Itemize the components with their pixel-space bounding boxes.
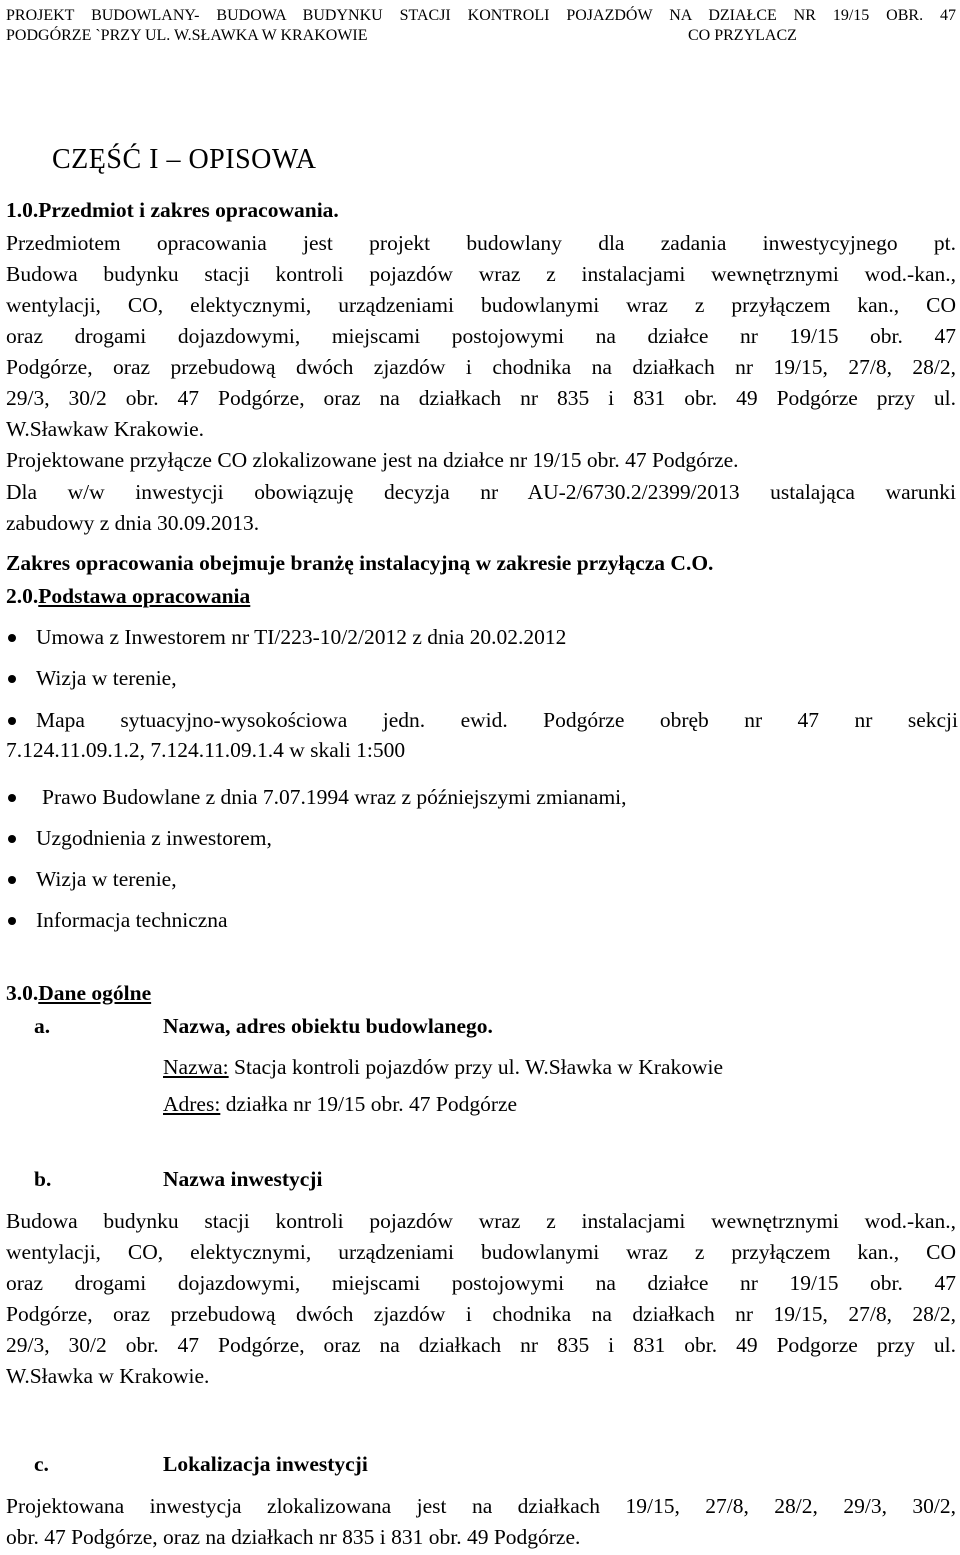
text-line: W.Sławka w Krakowie.	[6, 1364, 210, 1388]
text-line: Projektowana inwestycja zlokalizowana jest na działkach 19/15, 27/8, 28/2, 29/3, 30/2,	[6, 1494, 956, 1518]
section-1-paragraph-3	[6, 477, 956, 539]
header-line-1: PROJEKT BUDOWLANY- BUDOWA BUDYNKU STACJI KONTROLI POJAZDÓW NA DZIAŁCE NR 19/15 OBR. 47	[6, 7, 956, 24]
subsection-title: Lokalizacja inwestycji	[163, 1452, 368, 1476]
text-line: 29/3, 30/2 obr. 47 Podgórze, oraz na działkach nr 835 i 831 obr. 49 Podgorze przy ul.	[6, 1333, 956, 1357]
investment-description	[6, 1206, 956, 1392]
object-address-label: Adres:	[163, 1092, 221, 1116]
text-line: Przedmiotem opracowania jest projekt budowlany dla zadania inwestycyjnego pt.	[6, 231, 956, 255]
text-line: Podgórze, oraz przebudową dwóch zjazdów i chodnika na działkach nr 19/15, 27/8, 28/2,	[6, 1302, 956, 1326]
section-2-title: Podstawa opracowania	[38, 584, 251, 608]
part-title: CZĘŚĆ I – OPISOWA	[52, 144, 317, 175]
section-1-number: 1.0.	[6, 198, 39, 222]
object-address-line	[163, 1092, 517, 1117]
list-item-continuation: 7.124.11.09.1.2, 7.124.11.09.1.4 w skali 1:500	[6, 738, 406, 762]
location-description	[6, 1491, 956, 1553]
bullet-icon	[8, 794, 16, 802]
bullet-icon	[8, 717, 16, 725]
subsection-title: Nazwa inwestycji	[163, 1167, 323, 1191]
object-address-value: działka nr 19/15 obr. 47 Podgórze	[220, 1092, 518, 1116]
text-line: Budowa budynku stacji kontroli pojazdów wraz z instalacjami wewnętrznymi wod.-kan.,	[6, 1209, 956, 1233]
text-line: obr. 47 Podgórze, oraz na działkach nr 835 i 831 obr. 49 Podgórze.	[6, 1525, 581, 1549]
section-1-paragraph-2	[6, 445, 956, 476]
section-3-number: 3.0.	[6, 981, 39, 1005]
object-name-value: Stacja kontroli pojazdów przy ul. W.Sławka w Krakowie	[228, 1055, 724, 1079]
bullet-icon	[8, 835, 16, 843]
text-line: Projektowane przyłącze CO zlokalizowane jest na działce nr 19/15 obr. 47 Podgórze.	[6, 448, 739, 472]
section-1-paragraph-1	[6, 228, 956, 445]
object-name-label: Nazwa:	[163, 1055, 229, 1079]
section-2-number: 2.0.	[6, 584, 39, 608]
bullet-icon	[8, 675, 16, 683]
text-line: W.Sławkaw Krakowie.	[6, 417, 205, 441]
object-name-line	[163, 1055, 723, 1080]
section-3-heading	[6, 981, 151, 1006]
subsection-letter: c.	[34, 1452, 49, 1476]
section-1-title: Przedmiot i zakres opracowania.	[38, 198, 339, 222]
section-2-heading	[6, 584, 250, 609]
subsection-letter: b.	[34, 1167, 52, 1191]
text-line: 29/3, 30/2 obr. 47 Podgórze, oraz na działkach nr 835 i 831 obr. 49 Podgórze przy ul.	[6, 386, 956, 410]
header-address: PODGÓRZE `PRZY UL. W.SŁAWKA W KRAKOWIE	[6, 27, 368, 44]
header-section-name: CO PRZYLACZ	[688, 27, 797, 44]
document-page: PROJEKT BUDOWLANY- BUDOWA BUDYNKU STACJI KONTROLI POJAZDÓW NA DZIAŁCE NR 19/15 OBR. 47 PODGÓRZE `PRZY UL. W.SŁAWKA W KRAKOWIE CO PRZYLACZ CZĘŚĆ I – OPISOWA 1.0.Przedmiot i zakres opracowania. Przedmiotem opracowania jest projekt budowlany dla zadania inwestycyjnego pt. Budowa budynku stacji kontroli pojazdów wraz z instalacjami wewnętrznymi wod.-kan., wentylacji, CO, elektycznymi, urządzeniami budowlanymi wraz z przyłączem kan., CO oraz drogami dojazdowymi, miejscami postojowymi na działce nr 19/15 obr. 47 Podgórze, oraz przebudową dwóch zjazdów i chodnika na działkach nr 19/15, 27/8, 28/2, 29/3, 30/2 obr. 47 Podgórze, oraz na działkach nr 835 i 831 obr. 49 Podgórze przy ul. W.Sławkaw Krakowie. Projektowane przyłącze CO zlokalizowane jest na działce nr 19/15 obr. 47 Podgórze. Dla w/w inwestycji obowiązuję decyzja nr AU-2/6730.2/2399/2013 ustalająca warunki zabudowy z dnia 30.09.2013. Zakres opracowania obejmuje branżę instalacyjną w zakresie przyłącza C.O. 2.0.Podstawa opracowania Umowa z Inwestorem nr TI/223-10/2/2012 z dnia 20.02.2012 Wizja w terenie, Mapa sytuacyjno-wysokościowa jedn. ewid. Podgórze obręb nr 47 nr sekcji 7.124.11.09.1.2, 7.124.11.09.1.4 w skali 1:500 Prawo Budowlane z dnia 7.07.1994 wraz z późniejszymi zmianami, Uzgodnienia z inwestorem, Wizja w terenie, Informacja techniczna 3.0.Dane ogólne a. Nazwa, adres obiektu budowlanego. Nazwa: Stacja kontroli pojazdów przy ul. W.Sławka w Krakowie Adres: działka nr 19/15 obr. 47 Podgórze b. Nazwa inwestycji Budowa budynku stacji kontroli pojazdów wraz z instalacjami wewnętrznymi wod.-kan., wentylacji, CO, elektycznymi, urządzeniami budowlanymi wraz z przyłączem kan., CO oraz drogami dojazdowymi, miejscami postojowymi na działce nr 19/15 obr. 47 Podgórze, oraz przebudową dwóch zjazdów i chodnika na działkach nr 19/15, 27/8, 28/2, 29/3, 30/2 obr. 47 Podgórze, oraz na działkach nr 835 i 831 obr. 49 Podgorze przy ul. W.Sławka w Krakowie. c. Lokalizacja inwestycji Projektowana inwestycja zlokalizowana jest na działkach 19/15, 27/8, 28/2, 29/3, 30/2, obr. 47 Podgórze, oraz na działkach nr 835 i 831 obr. 49 Podgórze.	[0, 0, 960, 1555]
text-line: wentylacji, CO, elektycznymi, urządzeniami budowlanymi wraz z przyłączem kan., CO	[6, 293, 956, 317]
bullet-icon	[8, 634, 16, 642]
header-line-2	[6, 26, 956, 46]
bullet-icon	[8, 876, 16, 884]
text-line: Budowa budynku stacji kontroli pojazdów wraz z instalacjami wewnętrznymi wod.-kan.,	[6, 262, 956, 286]
text-line: zabudowy z dnia 30.09.2013.	[6, 511, 260, 535]
section-1-heading	[6, 198, 339, 223]
text-line: Podgórze, oraz przebudową dwóch zjazdów i chodnika na działkach nr 19/15, 27/8, 28/2,	[6, 355, 956, 379]
bullet-icon	[8, 917, 16, 925]
text-line: Dla w/w inwestycji obowiązuję decyzja nr AU-2/6730.2/2399/2013 ustalająca warunki	[6, 480, 956, 504]
scope-statement: Zakres opracowania obejmuje branżę instalacyjną w zakresie przyłącza C.O.	[6, 551, 714, 575]
section-3-title: Dane ogólne	[38, 981, 152, 1005]
subsection-letter: a.	[34, 1014, 51, 1038]
text-line: wentylacji, CO, elektycznymi, urządzeniami budowlanymi wraz z przyłączem kan., CO	[6, 1240, 956, 1264]
text-line: oraz drogami dojazdowymi, miejscami postojowymi na działce nr 19/15 obr. 47	[6, 324, 956, 348]
subsection-title: Nazwa, adres obiektu budowlanego.	[163, 1014, 493, 1038]
text-line: oraz drogami dojazdowymi, miejscami postojowymi na działce nr 19/15 obr. 47	[6, 1271, 956, 1295]
